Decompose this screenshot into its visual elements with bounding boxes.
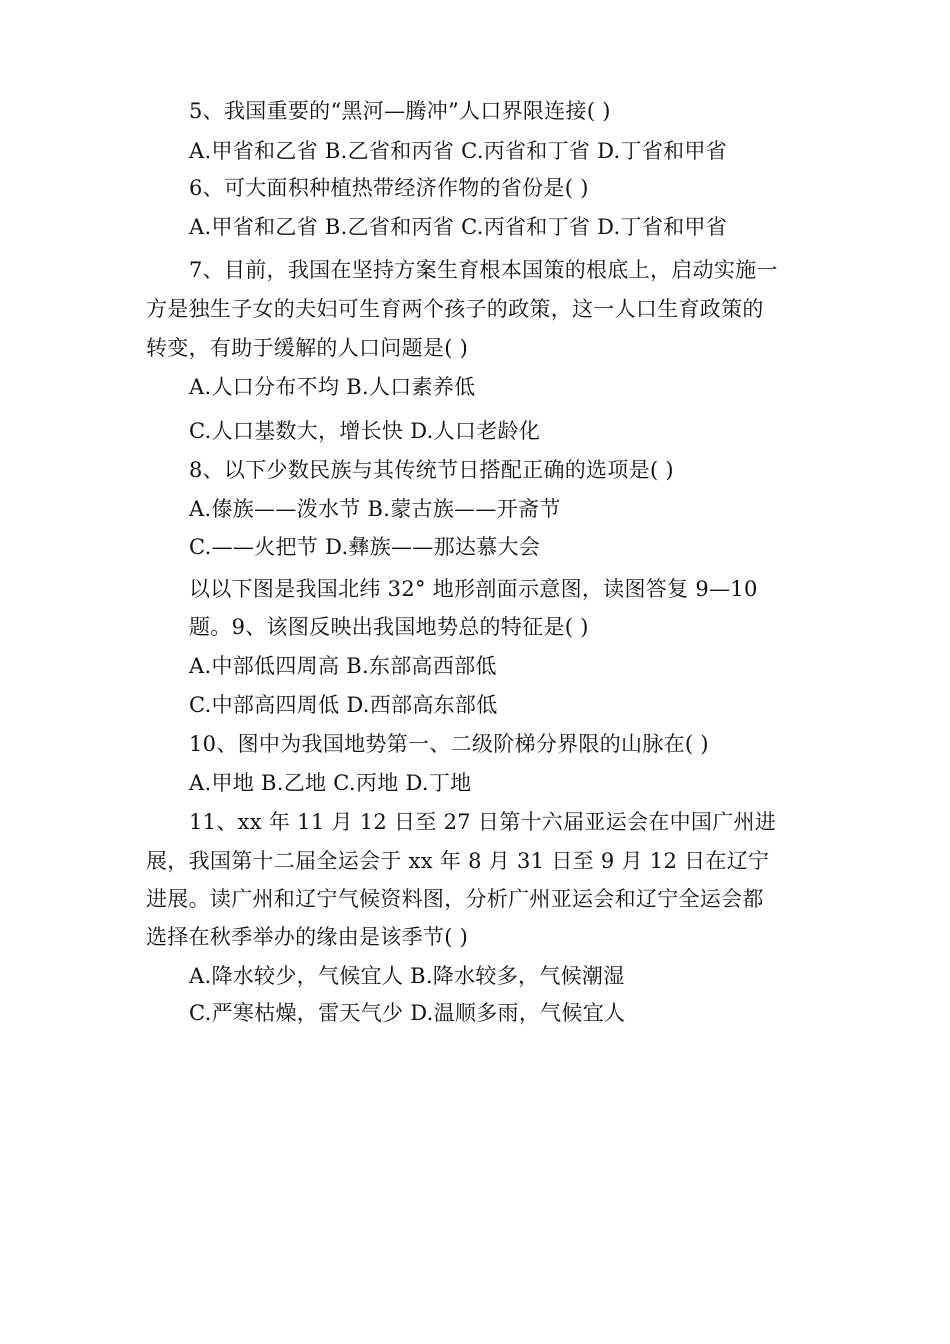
figure-intro-line1: 以以下图是我国北纬 32° 地形剖面示意图，读图答复 9—10 [189,577,758,601]
question-5-stem: 5、我国重要的“黑河—腾冲”人口界限连接( ) [189,99,611,123]
question-6-stem: 6、可大面积种植热带经济作物的省份是( ) [189,176,589,200]
question-10-options: A.甲地 B.乙地 C.丙地 D.丁地 [189,771,472,795]
question-7-options-ab: A.人口分布不均 B.人口素养低 [189,375,476,399]
question-7-stem-line2: 方是独生子女的夫妇可生育两个孩子的政策，这一人口生育政策的 [146,297,764,321]
question-7-stem-line1: 7、目前，我国在坚持方案生育根本国策的根底上，启动实施一 [189,258,778,282]
question-9-stem: 题。9、该图反映出我国地势总的特征是( ) [189,615,589,639]
question-11-stem-line2: 展，我国第十二届全运会于 xx 年 8 月 31 日至 9 月 12 日在辽宁 [146,849,770,873]
question-6-options: A.甲省和乙省 B.乙省和丙省 C.丙省和丁省 D.丁省和甲省 [189,215,728,239]
question-9-options-ab: A.中部低四周高 B.东部高西部低 [189,654,497,678]
question-7-stem-line3: 转变，有助于缓解的人口问题是( ) [146,336,469,360]
question-9-options-cd: C.中部高四周低 D.西部高东部低 [189,693,498,717]
question-11-stem-line3: 进展。读广州和辽宁气候资料图，分析广州亚运会和辽宁全运会都 [146,887,764,911]
question-10-stem: 10、图中为我国地势第一、二级阶梯分界限的山脉在( ) [189,732,709,756]
question-5-options: A.甲省和乙省 B.乙省和丙省 C.丙省和丁省 D.丁省和甲省 [189,139,728,163]
question-11-options-ab: A.降水较少，气候宜人 B.降水较多，气候潮湿 [189,964,625,988]
question-11-options-cd: C.严寒枯燥，雷天气少 D.温顺多雨，气候宜人 [189,1001,626,1025]
question-8-options-ab: A.傣族——泼水节 B.蒙古族——开斋节 [189,497,561,521]
question-8-options-cd: C.——火把节 D.彝族——那达慕大会 [189,535,541,559]
question-11-stem-line1: 11、xx 年 11 月 12 日至 27 日第十六届亚运会在中国广州进 [189,810,777,834]
question-7-options-cd: C.人口基数大，增长快 D.人口老龄化 [189,419,541,443]
question-8-stem: 8、以下少数民族与其传统节日搭配正确的选项是( ) [189,458,674,482]
question-11-stem-line4: 选择在秋季举办的缘由是该季节( ) [146,925,469,949]
